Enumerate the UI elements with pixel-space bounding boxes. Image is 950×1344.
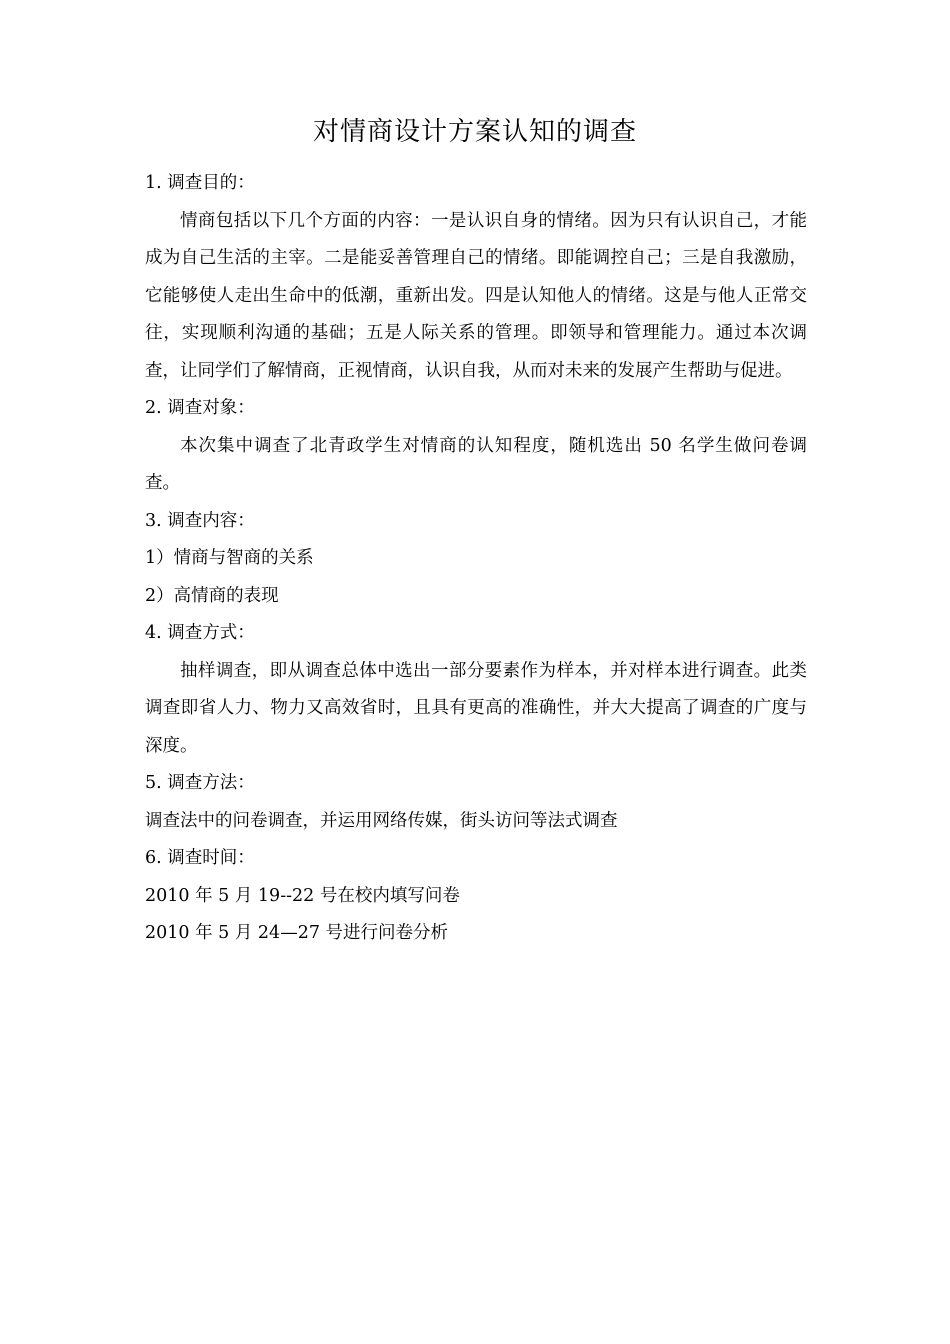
section-paragraph-subjects: 本次集中调查了北青政学生对情商的认知程度，随机选出 50 名学生做问卷调查。 xyxy=(145,435,807,493)
list-item: 2010 年 5 月 24—27 号进行问卷分析 xyxy=(145,923,449,943)
section-paragraph-purpose: 情商包括以下几个方面的内容：一是认识自身的情绪。因为只有认识自己，才能成为自己生活的主宰。二是能妥善管理自己的情绪。即能调控自己；三是自我激励，它能够使人走出生命中的低潮，重新出发。四是认知他人的情绪。这是与他人正常交往，实现顺利沟通的基础；五是人际关系的管理。即领导和管理能力。通过本次调查，让同学们了解情商，正视情商，认识自我，从而对未来的发展产生帮助与促进。 xyxy=(145,210,807,381)
section-heading-subjects: 2. 调查对象： xyxy=(145,398,255,418)
section-text-method: 调查法中的问卷调查，并运用网络传媒，街头访问等法式调查 xyxy=(145,810,618,831)
list-item: 1）情商与智商的关系 xyxy=(145,548,314,568)
list-item: 2）高情商的表现 xyxy=(145,585,279,606)
section-heading-method: 5. 调查方法： xyxy=(145,773,255,793)
section-paragraph-mode: 抽样调查，即从调查总体中选出一部分要素作为样本，并对样本进行调查。此类调查即省人力、物力又高效省时，且具有更高的准确性，并大大提高了调查的广度与深度。 xyxy=(145,660,807,756)
section-heading-content: 3. 调查内容： xyxy=(145,510,255,531)
list-item: 2010 年 5 月 19--22 号在校内填写问卷 xyxy=(145,885,460,906)
document-body xyxy=(145,165,807,953)
section-heading-purpose: 1. 调查目的： xyxy=(145,173,255,193)
section-heading-mode: 4. 调查方式： xyxy=(145,623,255,643)
section-heading-time: 6. 调查时间： xyxy=(145,848,255,868)
document-title: 对情商设计方案认知的调查 xyxy=(312,117,637,147)
